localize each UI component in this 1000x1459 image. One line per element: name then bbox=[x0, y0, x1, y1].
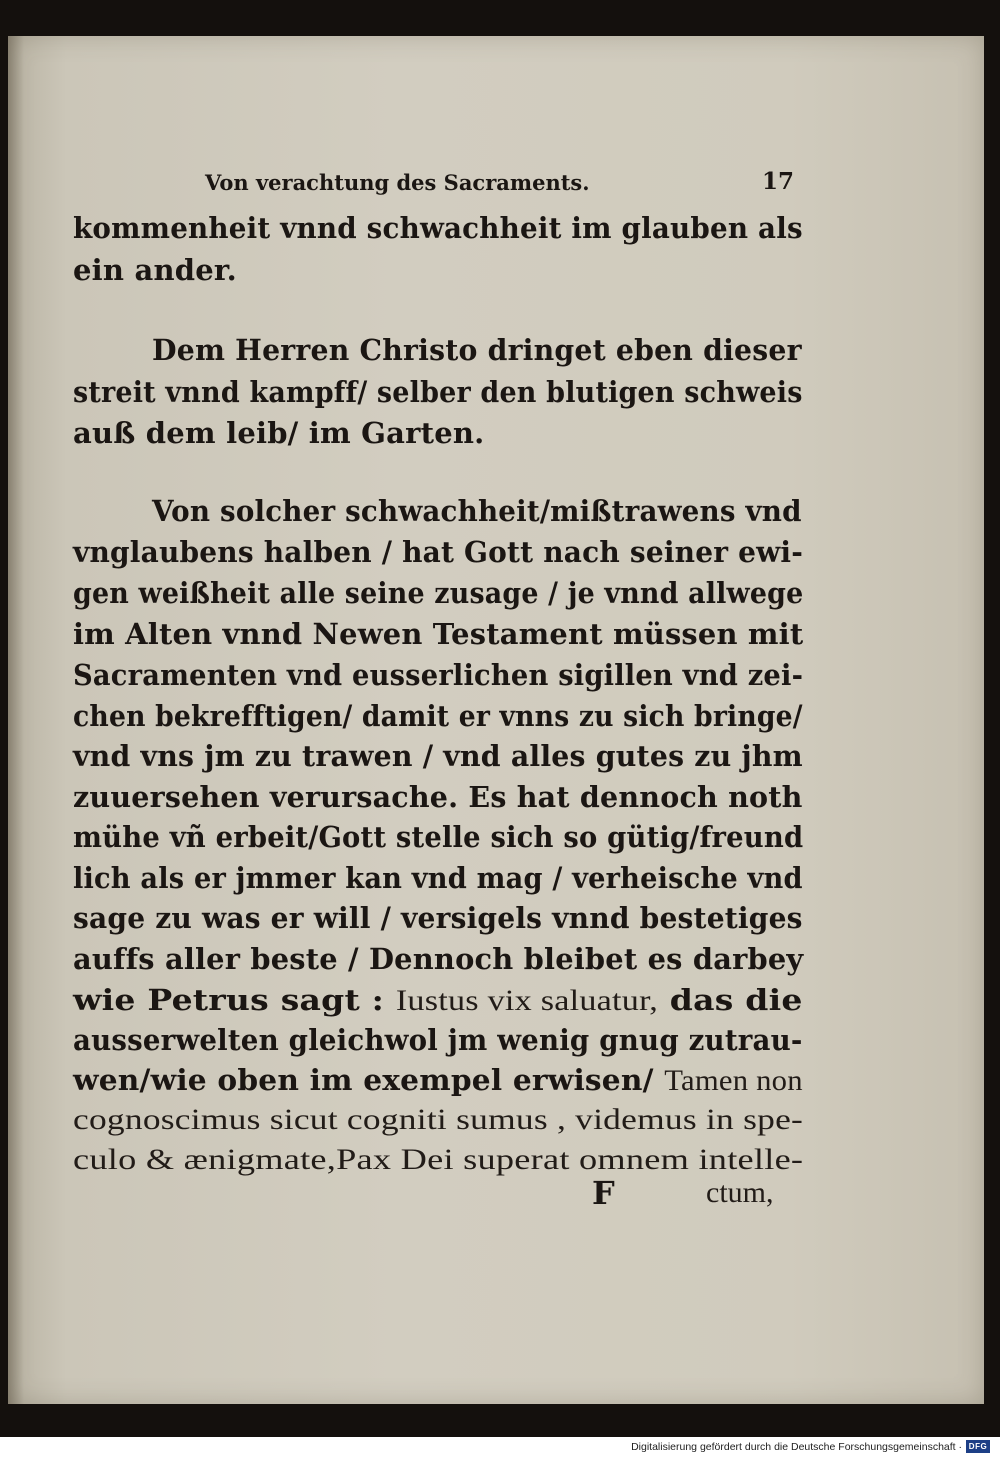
folio-number: 17 bbox=[762, 168, 795, 195]
text-segment: wie Petrus sagt : bbox=[73, 983, 385, 1017]
latin-text-segment: Tamen non bbox=[664, 1064, 803, 1097]
text-line: auß dem leib/ im Garten. bbox=[73, 416, 485, 450]
catchword: ctum, bbox=[706, 1176, 774, 1209]
dfg-logo: DFG bbox=[966, 1440, 990, 1453]
latin-text-segment: Iustus vix saluatur, bbox=[395, 984, 659, 1017]
text-line-mixed bbox=[73, 1063, 803, 1098]
text-line: Dem Herren Christo dringet eben dieser bbox=[152, 333, 802, 367]
latin-text-line: culo & ænigmate,Pax Dei superat omnem intelle- bbox=[73, 1143, 804, 1176]
signature-mark: F bbox=[592, 1174, 615, 1212]
text-line: lich als er jmmer kan vnd mag / verheische vnd bbox=[73, 861, 803, 895]
running-head: Von verachtung des Sacraments. bbox=[205, 170, 590, 195]
text-line: Von solcher schwachheit/mißtrawens vnd bbox=[152, 494, 802, 528]
funding-notice: Digitalisierung gefördert durch die Deutsche Forschungsgemeinschaft · bbox=[631, 1441, 962, 1453]
text-segment: das die bbox=[669, 983, 803, 1017]
text-line: zuuersehen verursache. Es hat dennoch noth bbox=[73, 780, 803, 814]
page-gutter-shadow bbox=[8, 36, 24, 1404]
footer-bar bbox=[0, 1437, 1000, 1459]
text-line: ausserwelten gleichwol jm wenig gnug zutrau- bbox=[73, 1023, 803, 1057]
text-line: ein ander. bbox=[73, 253, 237, 287]
text-line: auffs aller beste / Dennoch bleibet es darbey bbox=[73, 942, 804, 976]
text-line: streit vnnd kampff/ selber den blutigen schweis bbox=[73, 375, 803, 409]
text-segment: wen/wie oben im exempel erwisen/ bbox=[73, 1063, 654, 1097]
text-line: vnd vns jm zu trawen / vnd alles gutes zu jhm bbox=[73, 739, 803, 773]
text-line: chen bekrefftigen/ damit er vnns zu sich bringe/ bbox=[73, 699, 803, 733]
text-line: sage zu was er will / versigels vnnd bestetiges bbox=[73, 901, 803, 935]
latin-text-line: cognoscimus sicut cogniti sumus , videmus in spe- bbox=[73, 1103, 804, 1136]
text-line: im Alten vnnd Newen Testament müssen mit bbox=[73, 617, 804, 651]
text-line-mixed bbox=[73, 983, 803, 1018]
text-line: Sacramenten vnd eusserlichen sigillen vnd zei- bbox=[73, 658, 804, 692]
text-line: gen weißheit alle seine zusage / je vnnd allwege bbox=[73, 576, 804, 610]
text-line: vnglaubens halben / hat Gott nach seiner ewi- bbox=[73, 535, 804, 569]
text-line: mühe vñ erbeit/Gott stelle sich so gütig/freund bbox=[73, 820, 804, 854]
text-line: kommenheit vnnd schwachheit im glauben als bbox=[73, 211, 803, 245]
